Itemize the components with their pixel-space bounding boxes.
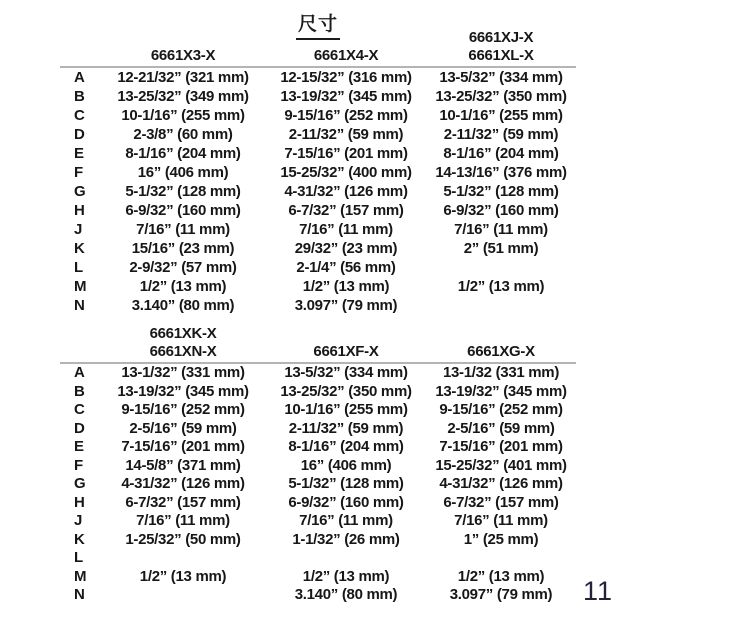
dimension-value: 16” (406 mm) [300, 456, 392, 474]
dimension-value: 5-1/32” (128 mm) [443, 183, 559, 200]
table-row [60, 125, 576, 144]
row-label: D [74, 419, 85, 437]
dimension-value: 4-31/32” (126 mm) [439, 475, 563, 492]
dimension-value: 12-21/32” (321 mm) [117, 69, 249, 86]
dimension-value: 5-1/32” (128 mm) [125, 183, 241, 200]
dimension-value: 13-19/32” (345 mm) [435, 382, 567, 400]
dimension-value: 13-1/32 (331 mm) [442, 364, 560, 381]
table-row [60, 163, 576, 182]
header-corner-cell [60, 325, 100, 361]
table-row [60, 144, 576, 163]
dimension-value: 6-7/32” (157 mm) [125, 493, 241, 511]
table-row [60, 401, 576, 420]
table-row [60, 201, 576, 220]
table-header-row [60, 325, 576, 364]
dimension-value: 5-1/32” (128 mm) [288, 475, 404, 492]
dimension-value: 8-1/16” (204 mm) [443, 145, 559, 162]
table-row [60, 586, 576, 605]
row-label: E [74, 145, 84, 162]
dimension-value: 6-9/32” (160 mm) [443, 202, 559, 219]
table-row [60, 68, 576, 87]
column-header-line: 6661XN-X [149, 343, 217, 360]
row-label: C [74, 107, 85, 124]
row-label: J [74, 512, 83, 529]
table-row [60, 296, 576, 315]
row-label: K [74, 530, 85, 548]
dimension-value: 6-9/32” (160 mm) [125, 202, 241, 219]
dimension-value: 15/16” (23 mm) [131, 240, 235, 257]
row-label: B [74, 382, 85, 400]
dimension-value: 7-15/16” (201 mm) [284, 145, 408, 162]
dimension-value: 2-11/32” (59 mm) [288, 126, 404, 143]
column-header [426, 29, 576, 65]
column-header-line: 6661XL-X [468, 47, 534, 64]
table-row [60, 549, 576, 568]
row-label: M [74, 278, 87, 295]
dimension-value: 1/2” (13 mm) [139, 567, 227, 585]
dimension-value: 29/32” (23 mm) [294, 240, 398, 257]
column-header [266, 29, 426, 65]
table-row [60, 420, 576, 439]
row-label: F [74, 456, 83, 474]
column-header [100, 325, 266, 361]
dimension-value: 9-15/16” (252 mm) [439, 401, 563, 418]
dimension-value: 3.140” (80 mm) [294, 586, 398, 603]
row-label: A [74, 69, 85, 86]
dimension-value: 2-11/32” (59 mm) [288, 419, 404, 437]
dimension-value: 2” (51 mm) [463, 240, 539, 257]
dimension-value: 7/16” (11 mm) [299, 512, 393, 529]
row-label: J [74, 221, 83, 238]
table-row [60, 258, 576, 277]
dimension-value: 7/16” (11 mm) [454, 512, 548, 529]
dimension-value [266, 549, 426, 568]
row-label: G [74, 183, 86, 200]
dimension-value: 7/16” (11 mm) [136, 512, 230, 529]
column-header [426, 325, 576, 361]
column-header-line: 6661XJ-X [468, 29, 534, 46]
dimension-value: 7/16” (11 mm) [299, 221, 393, 238]
row-label: C [74, 401, 85, 418]
table-row [60, 182, 576, 201]
dimension-value: 16” (406 mm) [137, 164, 229, 181]
column-header-line: 6661X4-X [313, 47, 379, 64]
dimension-value: 7-15/16” (201 mm) [439, 438, 563, 455]
dimension-value: 6-7/32” (157 mm) [443, 493, 559, 511]
row-label: L [74, 549, 83, 566]
dimension-value [426, 549, 576, 568]
dimension-value: 10-1/16” (255 mm) [284, 401, 408, 418]
table-row [60, 277, 576, 296]
column-header-line: 6661X3-X [150, 47, 216, 64]
dimension-value: 2-11/32” (59 mm) [443, 126, 559, 143]
dimension-value: 9-15/16” (252 mm) [284, 107, 408, 124]
dimension-value: 1/2” (13 mm) [139, 278, 227, 295]
dimension-value: 1/2” (13 mm) [302, 567, 390, 585]
dimension-value: 1/2” (13 mm) [457, 567, 545, 585]
dimension-value: 13-5/32” (334 mm) [284, 364, 408, 381]
dimension-value: 14-13/16” (376 mm) [435, 164, 567, 181]
dimension-value: 6-7/32” (157 mm) [288, 202, 404, 219]
dimension-value: 7/16” (11 mm) [454, 221, 548, 238]
dimension-value: 7/16” (11 mm) [136, 221, 230, 238]
dimension-value: 9-15/16” (252 mm) [121, 401, 245, 418]
header-corner-cell [60, 29, 100, 65]
table-row [60, 239, 576, 258]
dimension-value: 2-5/16” (59 mm) [129, 419, 237, 437]
dimension-value: 13-19/32” (345 mm) [280, 88, 412, 105]
dimension-value: 7-15/16” (201 mm) [121, 438, 245, 455]
row-label: H [74, 493, 85, 511]
row-label: N [74, 586, 85, 603]
dimension-value: 10-1/16” (255 mm) [121, 107, 245, 124]
dimension-value: 12-15/32” (316 mm) [280, 69, 412, 86]
dimension-value: 14-5/8” (371 mm) [125, 456, 241, 474]
row-label: D [74, 126, 85, 143]
row-label: L [74, 259, 83, 276]
dimension-value: 13-25/32” (350 mm) [435, 88, 567, 105]
row-label: A [74, 364, 85, 381]
row-label: M [74, 567, 87, 585]
table-row [60, 457, 576, 476]
row-label: F [74, 164, 83, 181]
dimension-value: 1-25/32” (50 mm) [125, 530, 241, 548]
dimension-value: 6-9/32” (160 mm) [288, 493, 404, 511]
row-label: G [74, 475, 86, 492]
row-label: N [74, 297, 85, 314]
dimension-value: 15-25/32” (401 mm) [435, 456, 567, 474]
dimension-value: 1/2” (13 mm) [457, 278, 545, 295]
table-row [60, 106, 576, 125]
table-row [60, 438, 576, 457]
table-row [60, 512, 576, 531]
column-header [100, 29, 266, 65]
dimension-value: 1” (25 mm) [463, 530, 539, 548]
dimension-value: 13-5/32” (334 mm) [439, 69, 563, 86]
column-header-line: 6661XF-X [313, 343, 379, 360]
table-row [60, 494, 576, 513]
dimension-value [100, 586, 266, 605]
dimension-value: 2-5/16” (59 mm) [447, 419, 555, 437]
row-label: E [74, 438, 84, 455]
row-label: H [74, 202, 85, 219]
dimension-value: 3.097” (79 mm) [294, 297, 398, 314]
table-row [60, 531, 576, 550]
row-label: B [74, 88, 85, 105]
dimension-value: 4-31/32” (126 mm) [121, 475, 245, 492]
dimensions-table-2 [60, 325, 576, 605]
page-number: 11 [583, 576, 614, 606]
dimension-value: 13-25/32” (350 mm) [280, 382, 412, 400]
dimension-value: 15-25/32” (400 mm) [280, 164, 412, 181]
dimension-value: 8-1/16” (204 mm) [125, 145, 241, 162]
dimension-value: 10-1/16” (255 mm) [439, 107, 563, 124]
table-row [60, 87, 576, 106]
dimension-value: 13-1/32” (331 mm) [121, 364, 245, 381]
dimension-value: 2-9/32” (57 mm) [129, 259, 237, 276]
table-row [60, 568, 576, 587]
table-row [60, 364, 576, 383]
dimensions-table-1 [60, 29, 576, 315]
column-header [266, 325, 426, 361]
table-row [60, 475, 576, 494]
table-row [60, 383, 576, 402]
dimension-value [426, 296, 576, 315]
dimension-value: 1-1/32” (26 mm) [292, 530, 400, 548]
dimension-value: 13-25/32” (349 mm) [117, 88, 249, 105]
dimension-value: 4-31/32” (126 mm) [284, 183, 408, 200]
dimension-value: 8-1/16” (204 mm) [288, 438, 404, 455]
dimension-value: 2-3/8” (60 mm) [133, 126, 233, 143]
table-row [60, 220, 576, 239]
dimension-value [426, 258, 576, 277]
dimension-value: 2-1/4” (56 mm) [296, 259, 396, 276]
page-title: 尺寸 [296, 9, 340, 40]
dimension-value [100, 549, 266, 568]
column-header-line: 6661XG-X [467, 343, 535, 360]
dimension-value: 3.140” (80 mm) [131, 297, 235, 314]
dimension-value: 3.097” (79 mm) [449, 586, 553, 603]
table-header-row [60, 29, 576, 68]
dimension-value: 1/2” (13 mm) [302, 278, 390, 295]
column-header-line: 6661XK-X [149, 325, 217, 342]
dimension-value: 13-19/32” (345 mm) [117, 382, 249, 400]
row-label: K [74, 240, 85, 257]
